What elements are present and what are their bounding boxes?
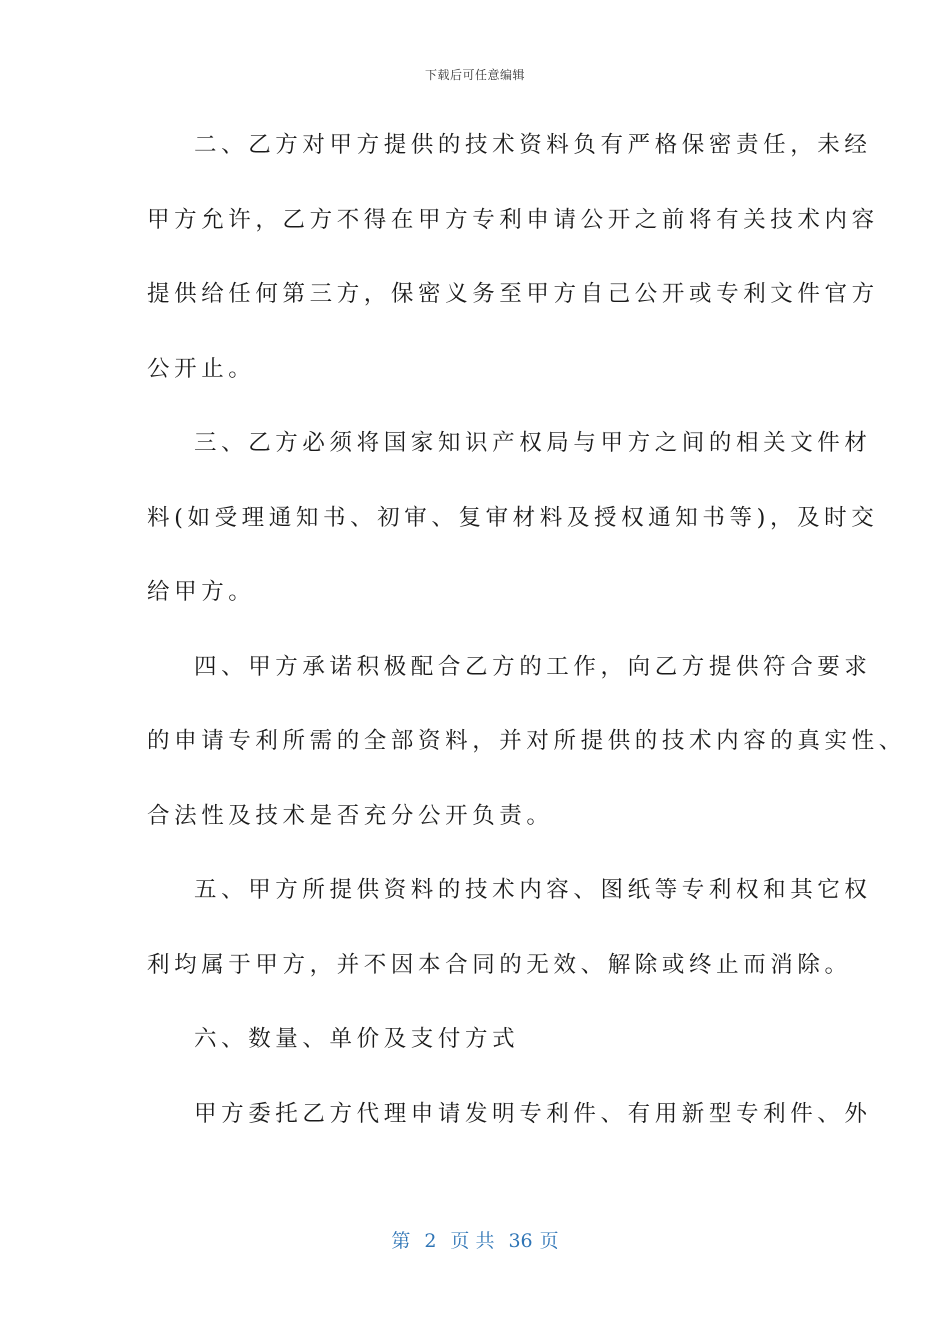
paragraph-line: 的申请专利所需的全部资料，并对所提供的技术内容的真实性、 bbox=[147, 728, 906, 754]
paragraph-line: 甲方委托乙方代理申请发明专利件、有用新型专利件、外 bbox=[194, 1100, 872, 1127]
page-number-footer bbox=[0, 1226, 950, 1253]
paragraph-line: 利均属于甲方，并不因本合同的无效、解除或终止而消除。 bbox=[147, 951, 852, 978]
paragraph-line: 合法性及技术是否充分公开负责。 bbox=[147, 802, 554, 829]
footer-prefix: 第 bbox=[391, 1230, 411, 1252]
paragraph-4 bbox=[147, 644, 906, 868]
paragraph-5 bbox=[147, 867, 872, 1016]
paragraph-line: 料(如受理通知书、初审、复审材料及授权通知书等)，及时交 bbox=[147, 504, 879, 531]
paragraph-3 bbox=[147, 420, 879, 644]
current-page-number: 2 bbox=[424, 1230, 437, 1252]
paragraph-line: 公开止。 bbox=[147, 355, 256, 382]
paragraph-line: 给甲方。 bbox=[147, 579, 256, 605]
paragraph-line: 二、乙方对甲方提供的技术资料负有严格保密责任，未经 bbox=[194, 132, 872, 158]
total-page-count: 36 bbox=[508, 1230, 533, 1252]
page-header: 下载后可任意编辑 bbox=[424, 68, 525, 82]
paragraph-line: 三、乙方必须将国家知识产权局与甲方之间的相关文件材 bbox=[194, 430, 872, 456]
section-heading: 六、数量、单价及支付方式 bbox=[194, 1026, 520, 1052]
paragraph-6-heading bbox=[147, 1016, 807, 1091]
paragraph-2 bbox=[147, 122, 879, 420]
footer-middle: 页 共 bbox=[450, 1230, 495, 1252]
paragraph-line: 提供给任何第三方，保密义务至甲方自己公开或专利文件官方 bbox=[147, 281, 879, 307]
paragraph-line: 五、甲方所提供资料的技术内容、图纸等专利权和其它权 bbox=[194, 877, 872, 903]
paragraph-7 bbox=[147, 1091, 872, 1166]
footer-suffix: 页 bbox=[539, 1230, 559, 1252]
paragraph-line: 四、甲方承诺积极配合乙方的工作，向乙方提供符合要求 bbox=[194, 653, 872, 680]
document-body bbox=[147, 122, 906, 1165]
paragraph-line: 甲方允许，乙方不得在甲方专利申请公开之前将有关技术内容 bbox=[147, 206, 879, 233]
